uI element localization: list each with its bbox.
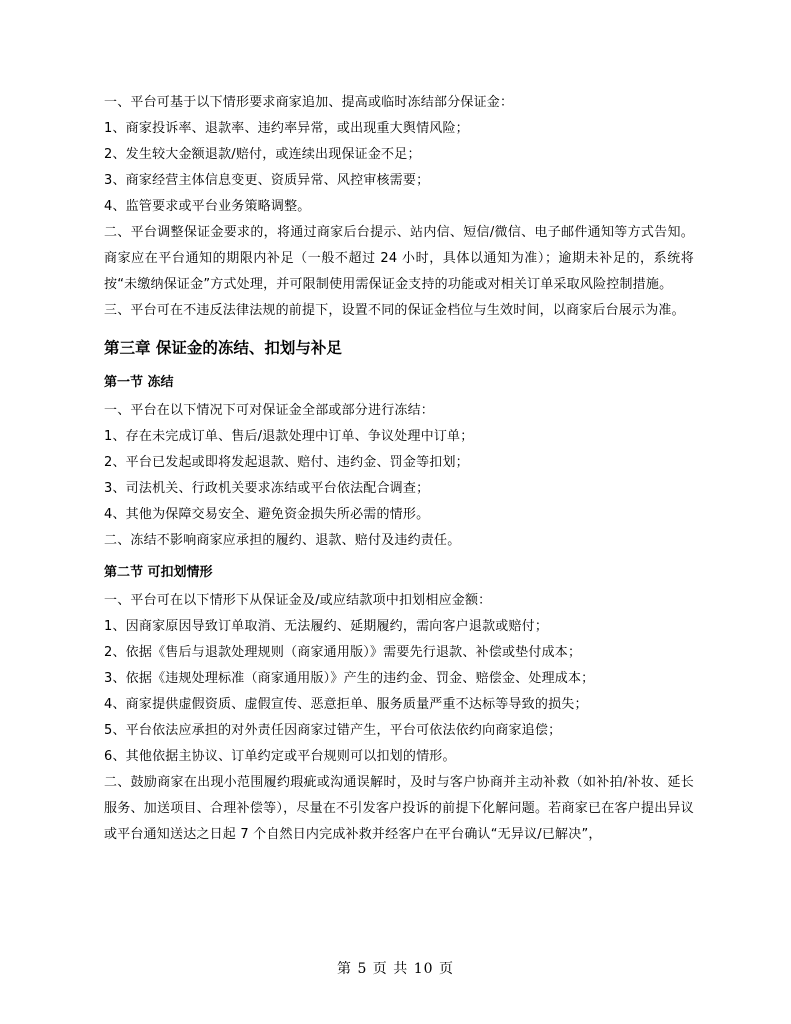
list-item: 3、司法机关、行政机关要求冻结或平台依法配合调查；: [104, 481, 430, 496]
list-item: 3、依据《违规处理标准（商家通用版）》产生的违约金、罚金、赔偿金、处理成本；: [104, 671, 595, 686]
paragraph: 二、鼓励商家在出现小范围履约瑕疵或沟通误解时，及时与客户协商并主动补救（如补拍/补妆、延长服务、加送项目、合理补偿等），尽量在不引发客户投诉的前提下化解问题。若商家已在客户提出异议或平台通知送达之日起 7 个自然日内完成补救并经客户在平台确认“无异议/已解决”，: [104, 775, 694, 842]
page-number-footer: 第 5 页 共 10 页: [337, 961, 454, 977]
list-item: 2、发生较大金额退款/赔付，或连续出现保证金不足；: [104, 147, 421, 162]
list-item: 4、其他为保障交易安全、避免资金损失所必需的情形。: [104, 507, 430, 522]
paragraph: 一、平台可基于以下情形要求商家追加、提高或临时冻结部分保证金：: [104, 95, 514, 110]
list-item: 5、平台依法应承担的对外责任因商家过错产生，平台可依法依约向商家追偿；: [104, 723, 562, 738]
document-body: [104, 90, 694, 848]
section-heading: 第一节 冻结: [104, 375, 174, 390]
paragraph: 三、平台可在不违反法律法规的前提下，设置不同的保证金档位与生效时间，以商家后台展示为准。: [104, 303, 685, 318]
section-heading: 第二节 可扣划情形: [104, 565, 213, 580]
list-item: 3、商家经营主体信息变更、资质异常、风控审核需要；: [104, 173, 430, 188]
list-item: 2、依据《售后与退款处理规则（商家通用版）》需要先行退款、补偿或垫付成本；: [104, 645, 582, 660]
paragraph: 一、平台在以下情况下可对保证金全部或部分进行冻结：: [104, 403, 435, 418]
list-item: 1、因商家原因导致订单取消、无法履约、延期履约，需向客户退款或赔付；: [104, 619, 549, 634]
list-item: 6、其他依据主协议、订单约定或平台规则可以扣划的情形。: [104, 749, 456, 764]
list-item: 4、监管要求或平台业务策略调整。: [104, 199, 311, 214]
paragraph: 二、冻结不影响商家应承担的履约、退款、赔付及违约责任。: [104, 533, 461, 548]
list-item: 4、商家提供虚假资质、虚假宣传、恶意拒单、服务质量严重不达标等导致的损失；: [104, 697, 588, 712]
list-item: 1、商家投诉率、退款率、违约率异常，或出现重大舆情风险；: [104, 121, 469, 136]
list-item: 2、平台已发起或即将发起退款、赔付、违约金、罚金等扣划；: [104, 455, 469, 470]
paragraph: 一、平台可在以下情形下从保证金及/或应结款项中扣划相应金额：: [104, 593, 492, 608]
chapter-heading: 第三章 保证金的冻结、扣划与补足: [104, 339, 342, 357]
paragraph: 二、平台调整保证金要求的，将通过商家后台提示、站内信、短信/微信、电子邮件通知等方式告知。商家应在平台通知的期限内补足（一般不超过 24 小时，具体以通知为准）；逾期未补足的，系统将按“未缴纳保证金”方式处理，并可限制使用需保证金支持的功能或对相关订单采取风险控制措施。: [104, 225, 694, 292]
list-item: 1、存在未完成订单、售后/退款处理中订单、争议处理中订单；: [104, 429, 474, 444]
